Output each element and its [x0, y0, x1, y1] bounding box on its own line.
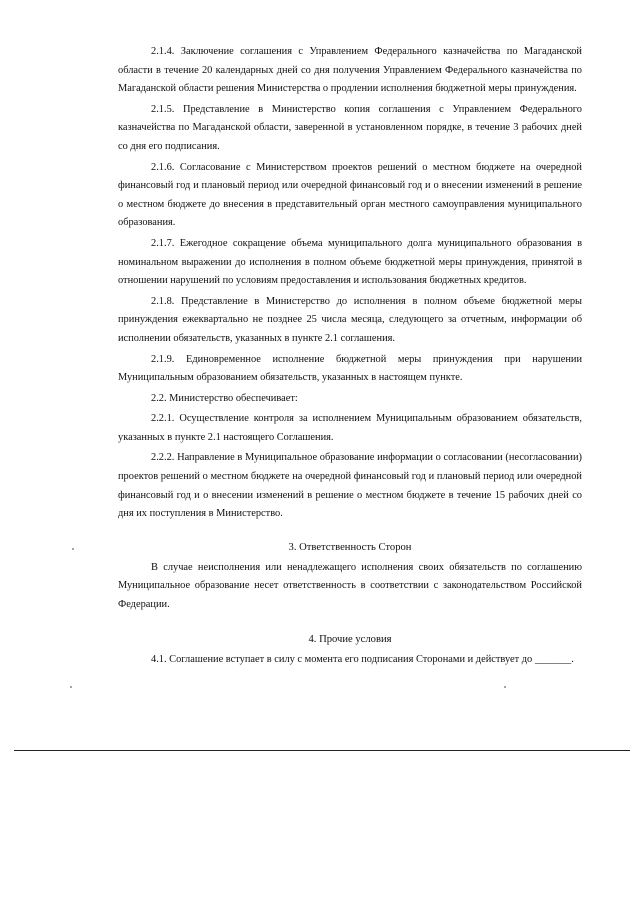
clause-2-2-1: 2.2.1. Осуществление контроля за исполнением Муниципальным образованием обязательств, указанных в пункте 2.1 настоящего Соглашения. — [118, 413, 582, 443]
document-body — [118, 43, 582, 671]
clause-2-1-7: 2.1.7. Ежегодное сокращение объема муниципального долга муниципального образования в номинальном выражении до исполнения в полном объеме бюджетной меры принуждения, принятой в отношении нарушений по условиям предоставления и использования бюджетных кредитов. — [118, 237, 582, 287]
clause-2-1-4: 2.1.4. Заключение соглашения с Управлением Федерального казначейства по Магаданской области в течение 20 календарных дней со дня получения Управлением Федерального казначейства по Магаданской области решения Министерства о продлении исполнения бюджетной меры принуждения. — [118, 46, 582, 95]
section-4-heading: 4. Прочие условия — [308, 633, 392, 645]
clause-2-2-2: 2.2.2. Направление в Муниципальное образование информации о согласовании (несогласовании) проектов решений о местном бюджете на очередной финансовый год и плановый период или очередной финансовый год и о внесении изменений в решение о местном бюджете в течение 15 рабочих дней со дня их поступления в Министерство. — [118, 452, 582, 520]
clause-4-1: 4.1. Соглашение вступает в силу с момента его подписания Сторонами и действует до _______. — [151, 653, 574, 665]
clause-2-1-8: 2.1.8. Представление в Министерство до исполнения в полном объеме бюджетной меры принуждения ежеквартально не позднее 25 числа месяца, следующего за отчетным, информации об исполнении обязательств, указанных в пункте 2.1 соглашения. — [118, 295, 582, 344]
clause-2-1-5: 2.1.5. Представление в Министерство копия соглашения с Управлением Федерального казначейства по Магаданской области, заверенной в установленном порядке, в течение 3 рабочих дней со дня его подписания. — [118, 103, 582, 152]
clause-2-1-6: 2.1.6. Согласование с Министерством проектов решений о местном бюджете на очередной финансовый год и плановый период или очередной финансовый год и о внесении изменений в решение о местном бюджете до внесения в представительный орган местного самоуправления муниципального образования. — [118, 161, 582, 229]
section-3-text: В случае неисполнения или ненадлежащего исполнения своих обязательств по соглашению Муниципальное образование несет ответственность в соответствии с законодательством Российской Федерации. — [118, 561, 582, 611]
horizontal-rule — [14, 750, 630, 751]
scan-speck — [504, 686, 506, 688]
clause-2-2: 2.2. Министерство обеспечивает: — [151, 392, 298, 404]
section-3-heading: 3. Ответственность Сторон — [288, 541, 412, 553]
scan-speck — [72, 548, 74, 550]
scan-speck — [70, 686, 72, 688]
clause-2-1-9: 2.1.9. Единовременное исполнение бюджетной меры принуждения при нарушении Муниципальным образованием обязательств, указанных в настоящем пункте. — [118, 353, 582, 384]
